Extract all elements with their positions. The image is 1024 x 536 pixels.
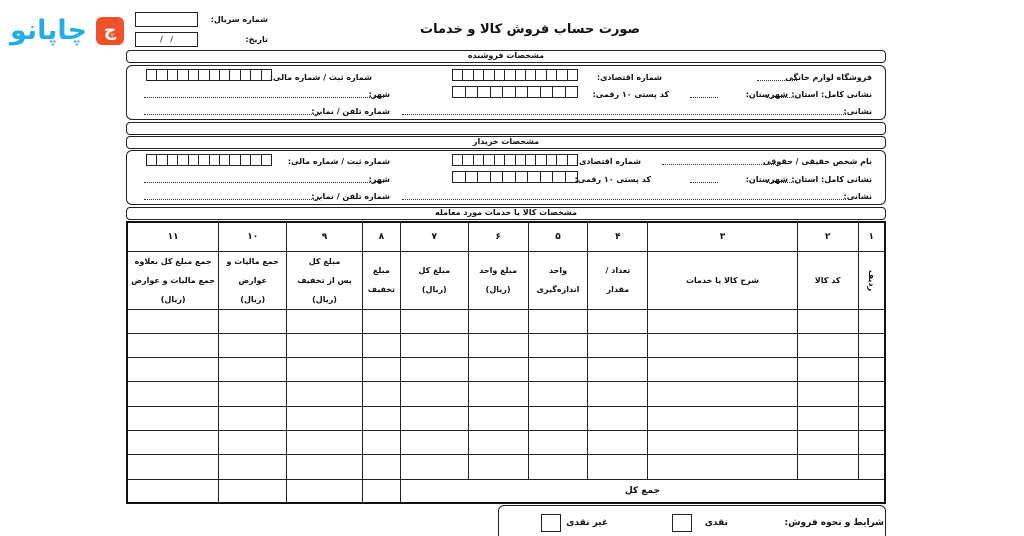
seller-economic-label: شماره اقتصادی: <box>596 73 662 82</box>
buyer-city-label: شهر: <box>368 175 390 184</box>
buyer-address-full-label: نشانی کامل: استان: <box>791 175 872 184</box>
col-discount: مبلغ تخفیف <box>362 251 400 309</box>
col-row-number: ردیف <box>858 251 885 309</box>
seller-postal-boxes[interactable] <box>452 86 578 98</box>
buyer-reg-label: شماره ثبت / شماره مالی: <box>287 157 390 166</box>
serial-number-field[interactable] <box>135 12 198 27</box>
seller-store-name: فروشگاه لوازم خانگی <box>785 73 872 82</box>
column-number-row: ۱ ۲ ۳ ۴ ۵ ۶ ۷ ۸ ۹ ۱۰ ۱۱ <box>127 222 885 251</box>
non-cash-checkbox[interactable] <box>541 514 561 532</box>
seller-address-label: نشانی: <box>843 107 872 116</box>
seller-city-label: شهر: <box>368 90 390 99</box>
table-row[interactable] <box>127 430 885 454</box>
col-description: شرح کالا یا خدمات <box>648 251 797 309</box>
table-row[interactable] <box>127 382 885 406</box>
page-title: صورت حساب فروش کالا و خدمات <box>420 22 641 37</box>
terms-label: شرایط و نحوه فروش: <box>784 518 884 528</box>
column-header-row <box>127 251 885 309</box>
seller-section-title: مشخصات فروشنده <box>126 50 886 63</box>
table-row[interactable] <box>127 406 885 430</box>
total-row <box>127 479 885 503</box>
non-cash-label: غیر نقدی <box>566 518 608 528</box>
cash-label: نقدی <box>704 518 728 528</box>
serial-number-label: شماره سریال: <box>210 15 268 24</box>
buyer-reg-boxes[interactable] <box>146 154 272 166</box>
seller-reg-label: شماره ثبت / شماره مالی: <box>269 73 372 82</box>
date-field[interactable]: / / <box>135 32 198 47</box>
seller-phone-label: شماره تلفن / نمابر: <box>311 107 390 116</box>
buyer-postal-boxes[interactable] <box>452 171 578 183</box>
col-grand-total: جمع مبلغ کل بعلاوه جمع مالیات و عوارض (ریال) <box>127 251 219 309</box>
seller-county-label: شهرستان: <box>745 90 788 99</box>
buyer-county-label: شهرستان: <box>745 175 788 184</box>
col-unit-price: مبلغ واحد (ریال) <box>468 251 528 309</box>
total-label: جمع کل <box>400 479 885 503</box>
seller-address-full-label: نشانی کامل: استان: <box>791 90 872 99</box>
seller-economic-boxes[interactable] <box>452 69 578 81</box>
seller-postal-label: کد پستی ۱۰ رقمی: <box>592 90 669 99</box>
brand-logo[interactable] <box>10 14 122 50</box>
col-total-price: مبلغ کل (ریال) <box>400 251 468 309</box>
buyer-person-name: نام شخص حقیقی / حقوقی <box>763 157 872 166</box>
cash-checkbox[interactable] <box>672 514 692 532</box>
buyer-economic-boxes[interactable] <box>452 154 578 166</box>
table-row[interactable] <box>127 333 885 357</box>
table-row[interactable] <box>127 455 885 479</box>
col-item-code: کد کالا <box>797 251 858 309</box>
seller-reg-boxes[interactable] <box>146 69 272 81</box>
date-label: تاریخ: <box>245 35 268 44</box>
buyer-phone-label: شماره تلفن / نمابر: <box>311 192 390 201</box>
col-unit: واحد اندازه‌گیری <box>528 251 588 309</box>
table-row[interactable] <box>127 358 885 382</box>
buyer-address-label: نشانی: <box>843 192 872 201</box>
brand-logo-badge: چ <box>96 17 124 45</box>
goods-table <box>126 221 886 504</box>
col-after-discount: مبلغ کل پس از تخفیف (ریال) <box>287 251 363 309</box>
seller-spacer-bar <box>126 122 886 135</box>
table-row[interactable] <box>127 309 885 333</box>
buyer-economic-label: شماره اقتصادی: <box>575 157 641 166</box>
brand-logo-text: چاپانو <box>10 15 87 46</box>
buyer-section-title: مشخصات خریدار <box>126 136 886 149</box>
buyer-postal-label: کد پستی ۱۰ رقمی: <box>574 175 651 184</box>
col-quantity: تعداد / مقدار <box>588 251 648 309</box>
goods-section-title: مشخصات کالا یا خدمات مورد معامله <box>126 207 886 220</box>
col-tax: جمع مالیات و عوارض (ریال) <box>219 251 287 309</box>
